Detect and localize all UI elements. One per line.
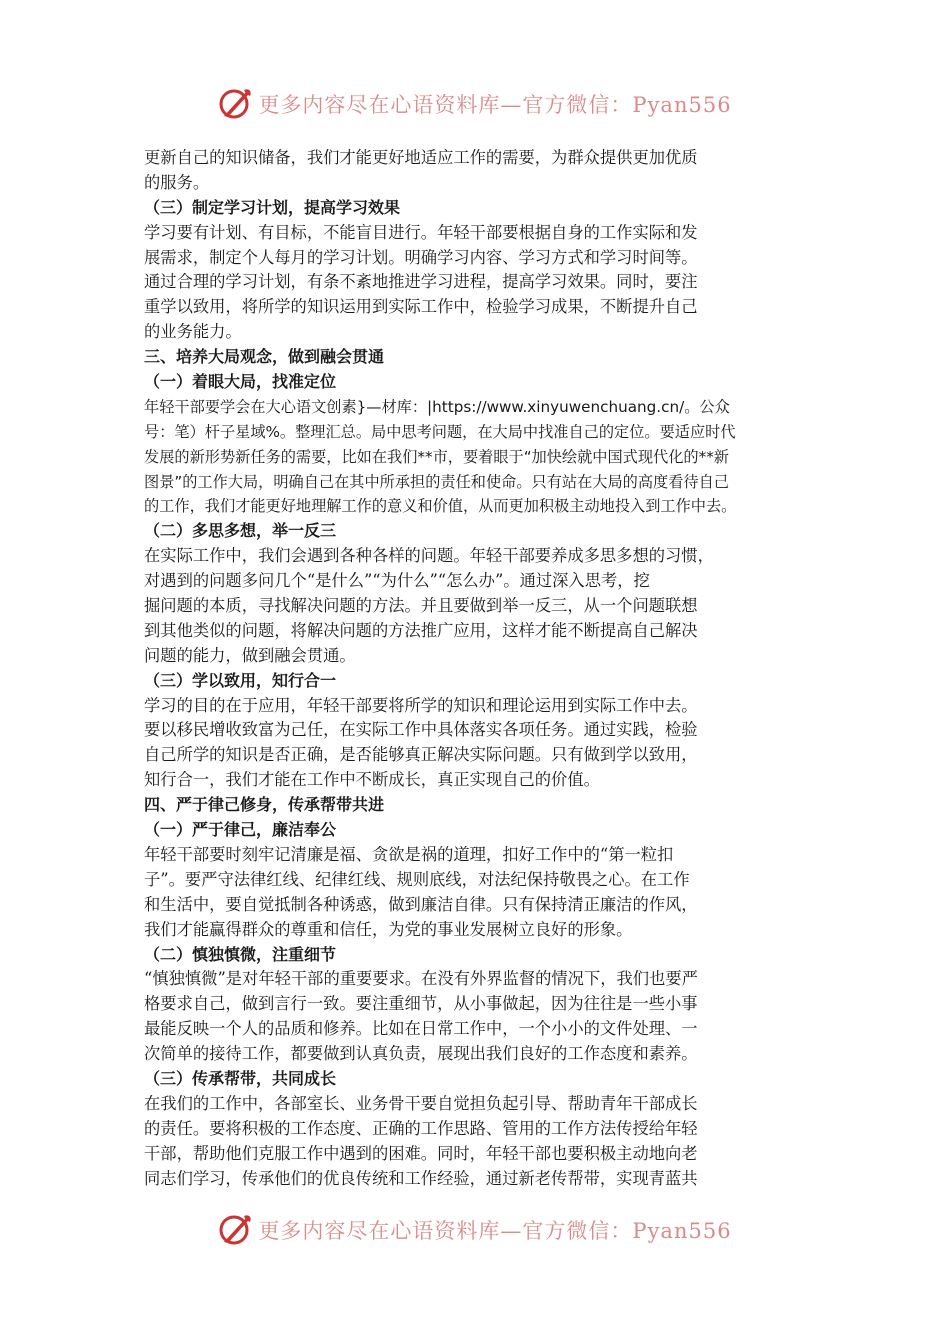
paragraph-line: 学习要有计划、有目标，不能盲目进行。年轻干部要根据自身的工作实际和发 (144, 222, 698, 242)
paragraph-line: 自己所学的知识是否正确，是否能够真正解决实际问题。只有做到学以致用， (144, 745, 698, 765)
section-heading: （三）学以致用，知行合一 (144, 670, 337, 690)
paragraph-line: 对遇到的问题多问几个“是什么”“为什么”“怎么办”。通过深入思考，挖 (144, 571, 650, 591)
section-heading: （二）慎独慎微，注重细节 (144, 944, 337, 964)
header-watermark-banner (0, 84, 950, 124)
paragraph-line: 的服务。 (144, 172, 210, 192)
footer-watermark-banner (0, 1210, 950, 1250)
paragraph-line: 图景”的工作大局，明确自己在其中所承担的责任和使命。只有站在大局的高度看待自己 (144, 472, 729, 491)
paragraph-line: 子”。要严守法律红线、纪律红线、规则底线，对法纪保持敬畏之心。在工作 (144, 869, 690, 889)
section-heading: 四、严于律己修身，传承帮带共进 (144, 795, 385, 815)
section-heading: （二）多思多想，举一反三 (144, 521, 337, 541)
paragraph-line: 和生活中，要自觉抵制各种诱惑，做到廉洁自律。只有保持清正廉洁的作风， (144, 894, 698, 914)
paragraph-line: 在实际工作中，我们会遇到各种各样的问题。年轻干部要养成多思多想的习惯， (144, 546, 714, 566)
paragraph-line: 号：笔）杆子星域%。整理汇总。局中思考问题，在大局中找准自己的定位。要适应时代 (144, 422, 736, 441)
paragraph-line: 最能反映一个人的品质和修养。比如在日常工作中，一个小小的文件处理、一 (144, 1019, 698, 1039)
paragraph-line: 到其他类似的问题，将解决问题的方法推广应用，这样才能不断提高自己解决 (144, 620, 698, 640)
paragraph-line: 在我们的工作中，各部室长、业务骨干要自觉担负起引导、帮助青年干部成长 (144, 1093, 698, 1113)
paragraph-line: 年轻干部要时刻牢记清廉是福、贪欲是祸的道理，扣好工作中的“第一粒扣 (144, 844, 674, 864)
section-heading: （三）传承帮带，共同成长 (144, 1068, 337, 1088)
paragraph-line: 学习的目的在于应用，年轻干部要将所学的知识和理论运用到实际工作中去。 (144, 695, 698, 715)
paragraph-line: 更新自己的知识储备，我们才能更好地适应工作的需要，为群众提供更加优质 (144, 148, 698, 167)
section-heading: （一）严于律己，廉洁奉公 (144, 820, 337, 840)
paragraph-line: 格要求自己，做到言行一致。要注重细节，从小事做起，因为往往是一些小事 (144, 994, 698, 1014)
section-heading: （一）着眼大局，找准定位 (144, 372, 337, 392)
paragraph-line: 干部，帮助他们克服工作中遇到的困难。同时，年轻干部也要积极主动地向老 (144, 1143, 698, 1163)
paragraph-line: 展需求，制定个人每月的学习计划。明确学习内容、学习方式和学习时间等。 (144, 247, 698, 267)
paragraph-line: 掘问题的本质，寻找解决问题的方法。并且要做到举一反三，从一个问题联想 (144, 596, 698, 616)
quill-logo-icon (218, 1212, 254, 1248)
paragraph-line: 要以移民增收致富为己任，在实际工作中具体落实各项任务。通过实践，检验 (144, 720, 698, 740)
footer-banner-text: 更多内容尽在心语资料库—官方微信：Pyan556 (258, 1219, 732, 1243)
paragraph-line: 同志们学习，传承他们的优良传统和工作经验，通过新老传帮带，实现青蓝共 (144, 1168, 698, 1188)
paragraph-line: “慎独慎微”是对年轻干部的重要要求。在没有外界监督的情况下，我们也要严 (144, 969, 698, 989)
paragraph-line: 的责任。要将积极的工作态度、正确的工作思路、管用的工作方法传授给年轻 (144, 1118, 698, 1138)
paragraph-line: 的工作，我们才能更好地理解工作的意义和价值，从而更加积极主动地投入到工作中去。 (144, 497, 737, 516)
paragraph-line: 我们才能赢得群众的尊重和信任，为党的事业发展树立良好的形象。 (144, 919, 633, 939)
paragraph-line: 通过合理的学习计划，有条不紊地推进学习进程，提高学习效果。同时，要注 (144, 272, 698, 292)
header-banner-text: 更多内容尽在心语资料库—官方微信：Pyan556 (258, 93, 732, 117)
paragraph-line: 知行合一，我们才能在工作中不断成长，真正实现自己的价值。 (144, 770, 600, 790)
paragraph-line: 年轻干部要学会在大心语文创素}—材库：|https://www.xinyuwenchuang.cn/。公众 (144, 397, 730, 416)
quill-logo-icon (218, 86, 254, 122)
paragraph-line: 次简单的接待工作，都要做到认真负责，展现出我们良好的工作态度和素养。 (144, 1044, 698, 1064)
document-body (144, 146, 814, 1191)
paragraph-line: 的业务能力。 (144, 322, 242, 342)
paragraph-line: 重学以致用，将所学的知识运用到实际工作中，检验学习成果，不断提升自己 (144, 297, 698, 317)
paragraph-line: 发展的新形势新任务的需要，比如在我们**市，要着眼于“加快绘就中国式现代化的**新 (144, 447, 729, 466)
paragraph-line: 问题的能力，做到融会贯通。 (144, 645, 356, 665)
section-heading: （三）制定学习计划，提高学习效果 (144, 197, 401, 217)
section-heading: 三、培养大局观念，做到融会贯通 (144, 347, 385, 367)
